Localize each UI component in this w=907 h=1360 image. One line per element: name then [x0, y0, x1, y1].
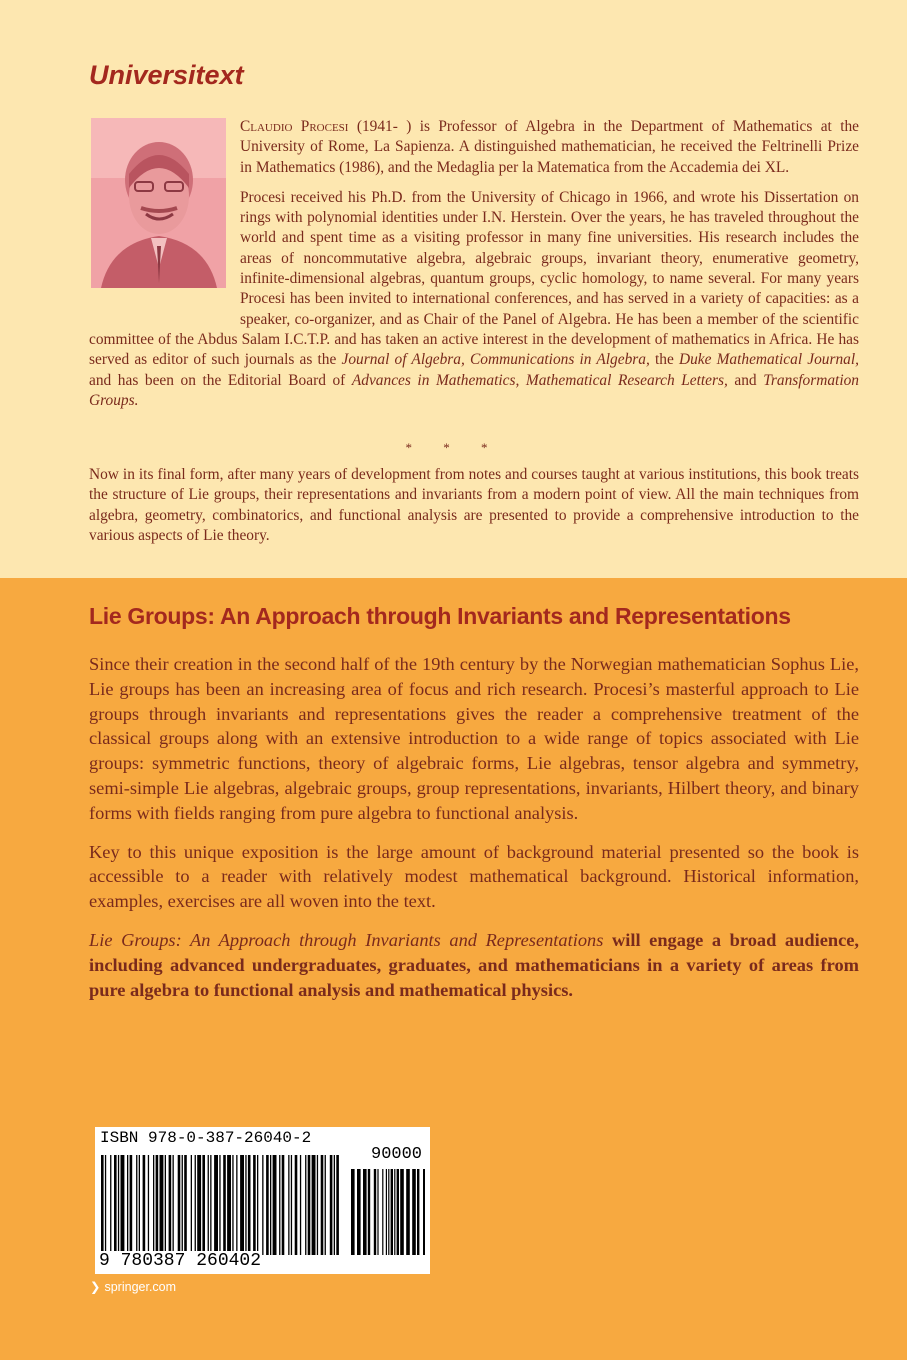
barcode-stripe: [336, 1155, 339, 1255]
barcode-stripe: [143, 1155, 146, 1255]
author-bio: [89, 117, 859, 421]
desc-paragraph-2: Key to this unique exposition is the large amount of background material presented so the book is accessible to a reader with relatively modest mathematical background. Historical information, examples, exercises are all woven into the text.: [89, 841, 859, 912]
barcode-stripe: [288, 1155, 289, 1255]
barcode-stripe: [136, 1155, 137, 1255]
journal-3: Advances in Mathematics, Mathematical Research Letters,: [351, 371, 728, 389]
photo-spacer: [89, 117, 240, 317]
barcode-stripe: [148, 1155, 149, 1255]
barcode-stripe: [312, 1155, 316, 1255]
bio-text-2b: the: [649, 351, 679, 369]
barcode-stripe: [191, 1155, 192, 1255]
publisher-url: springer.com: [104, 1280, 177, 1294]
barcode-stripe: [101, 1155, 104, 1255]
addon-stripe: [368, 1169, 370, 1255]
series-title: Universitext: [89, 60, 244, 90]
desc-paragraph-1: Since their creation in the second half of the 19th century by the Norwegian mathematician Sophus Lie, Lie groups has been an increasing area of focus and rich research. Procesi’s masterful approach to Lie groups through invariants and representations gives the reader a comprehensive treatment of the classical groups along with an extensive introduction to a wide range of topics associated with Lie groups: symmetric functions, theory of algebraic forms, Lie algebras, tensor algebra and symmetry, semi-simple Lie algebras, algebraic groups, group representations, invariants, Hilbert theory, and binary forms with fields ranging from pure algebra to functional analysis.: [89, 654, 859, 823]
barcode-stripe: [325, 1155, 326, 1255]
addon-stripe: [397, 1169, 399, 1255]
barcode-label: [95, 1127, 430, 1274]
addon-stripe: [400, 1169, 404, 1255]
addon-stripe: [406, 1169, 410, 1255]
barcode-stripe: [195, 1155, 196, 1255]
barcode-stripe: [105, 1155, 106, 1255]
price-code: 90000: [371, 1145, 423, 1164]
isbn-text: ISBN 978-0-387-26040-2: [100, 1129, 312, 1147]
bio-text-2d: and: [727, 371, 764, 389]
barcode-stripe: [210, 1155, 211, 1255]
journal-4: Transformation Groups.: [89, 371, 859, 409]
ean-number: 9 780387 260402: [99, 1251, 262, 1271]
barcode-stripe: [334, 1155, 335, 1255]
barcode-stripe: [223, 1155, 226, 1255]
addon-stripe: [363, 1169, 367, 1255]
addon-stripe: [386, 1169, 387, 1255]
barcode-stripe: [321, 1155, 324, 1255]
addon-stripe: [417, 1169, 419, 1255]
barcode-stripe: [317, 1155, 318, 1255]
barcode-stripe: [169, 1155, 172, 1255]
barcode-stripe: [153, 1155, 154, 1255]
desc-text-3: will engage a broad audience, including advanced undergraduates, graduates, and mathematicians in a variety of areas from pure algebra to functional analysis and mathematical physics.: [89, 929, 860, 1000]
barcode-stripe: [139, 1155, 140, 1255]
barcode-stripe: [240, 1155, 244, 1255]
barcode-stripe: [279, 1155, 280, 1255]
barcode-stripe: [330, 1155, 333, 1255]
addon-stripe: [382, 1169, 383, 1255]
barcode-stripe: [182, 1155, 183, 1255]
barcode-stripe: [121, 1155, 125, 1255]
barcode-stripe: [270, 1155, 271, 1255]
barcode-stripe: [202, 1155, 205, 1255]
barcode-bars: [99, 1149, 425, 1257]
barcode-stripe: [178, 1155, 181, 1255]
addon-stripe: [394, 1169, 395, 1255]
barcode-stripe: [308, 1155, 311, 1255]
bio-text-1: (1941- ) is Professor of Algebra in the Department of Mathematics at the University of Rome, La Sapienza. A distinguished mathematician, he received the Feltrinelli Prize in Mathematics (1986), and the Medaglia per la Matematica from the Accademia dei XL.: [240, 118, 859, 176]
barcode-stripe: [295, 1155, 298, 1255]
barcode-stripe: [214, 1155, 218, 1255]
publisher-link[interactable]: [90, 1279, 176, 1294]
barcode-stripe: [257, 1155, 258, 1255]
book-summary: Now in its final form, after many years of development from notes and courses taught at various institutions, this book treats the structure of Lie groups, their representations and invariants from a modern point of view. All the main techniques from algebra, geometry, combinatorics, and functional analysis are presented to provide a comprehensive introduction to the various aspects of Lie theory.: [89, 466, 859, 544]
addon-stripe: [412, 1169, 416, 1255]
addon-stripe: [351, 1169, 355, 1255]
barcode-stripe: [300, 1155, 301, 1255]
desc-book-title: Lie Groups: An Approach through Invariants and Representations: [89, 929, 604, 950]
barcode-stripe: [232, 1155, 233, 1255]
book-description: [89, 652, 859, 1016]
barcode-stripe: [236, 1155, 237, 1255]
barcode-stripe: [219, 1155, 220, 1255]
barcode-stripe: [305, 1155, 306, 1255]
journal-2: Duke Mathematical Journal,: [678, 351, 859, 369]
addon-stripe: [377, 1169, 378, 1255]
journal-1: Journal of Algebra, Communications in Algebra,: [341, 351, 650, 369]
barcode-stripe: [160, 1155, 164, 1255]
book-title: Lie Groups: An Approach through Invariants and Representations: [89, 603, 791, 629]
barcode-stripe: [227, 1155, 231, 1255]
author-name: Claudio Procesi: [240, 118, 349, 135]
barcode-stripe: [118, 1155, 119, 1255]
addon-stripe: [391, 1169, 393, 1255]
barcode-stripe: [110, 1155, 111, 1255]
chevron-right-icon: ❯: [90, 1280, 101, 1294]
addon-stripe: [423, 1169, 425, 1255]
barcode-stripe: [156, 1155, 159, 1255]
barcode-stripe: [245, 1155, 246, 1255]
bio-text-2c: and has been on the Editorial Board of: [89, 371, 352, 389]
desc-paragraph-3: [89, 928, 859, 1002]
barcode-stripe: [208, 1155, 209, 1255]
addon-stripe: [357, 1169, 361, 1255]
barcode-stripe: [248, 1155, 251, 1255]
barcode-stripe: [184, 1155, 187, 1255]
barcode-stripe: [266, 1155, 269, 1255]
barcode-stripe: [282, 1155, 285, 1255]
barcode-stripe: [197, 1155, 201, 1255]
barcode-stripe: [173, 1155, 174, 1255]
section-separator: * * *: [405, 440, 502, 455]
barcode-stripe: [291, 1155, 292, 1255]
barcode-stripe: [127, 1155, 128, 1255]
barcode-stripe: [273, 1155, 277, 1255]
barcode-stripe: [165, 1155, 166, 1255]
barcode-stripe: [253, 1155, 256, 1255]
barcode-stripe: [130, 1155, 133, 1255]
addon-stripe: [388, 1169, 389, 1255]
bio-text-2a: Procesi received his Ph.D. from the University of Chicago in 1966, and wrote his Dissertation on rings with polynomial identities under I.N. Herstein. Over the years, he has traveled throughout the world and spent time as a visiting professor in many fine universities. His research includes the areas of noncommutative algebra, algebraic groups, invariant theory, enumerative geometry, infinite-dimensional algebras, quantum groups, cyclic homology, to name several. For many years Procesi has been invited to international conferences, and has served in a variety of capacities: as a speaker, co-organizer, and as Chair of the Panel of Algebra. He has been a member of the scientific committee of the Abdus Salam I.C.T.P. and has taken an active interest in the development of mathematics in Africa. He has served as editor of such journals as the: [89, 188, 859, 369]
barcode-stripe: [262, 1155, 263, 1255]
addon-stripe: [374, 1169, 376, 1255]
barcode-stripe: [114, 1155, 117, 1255]
